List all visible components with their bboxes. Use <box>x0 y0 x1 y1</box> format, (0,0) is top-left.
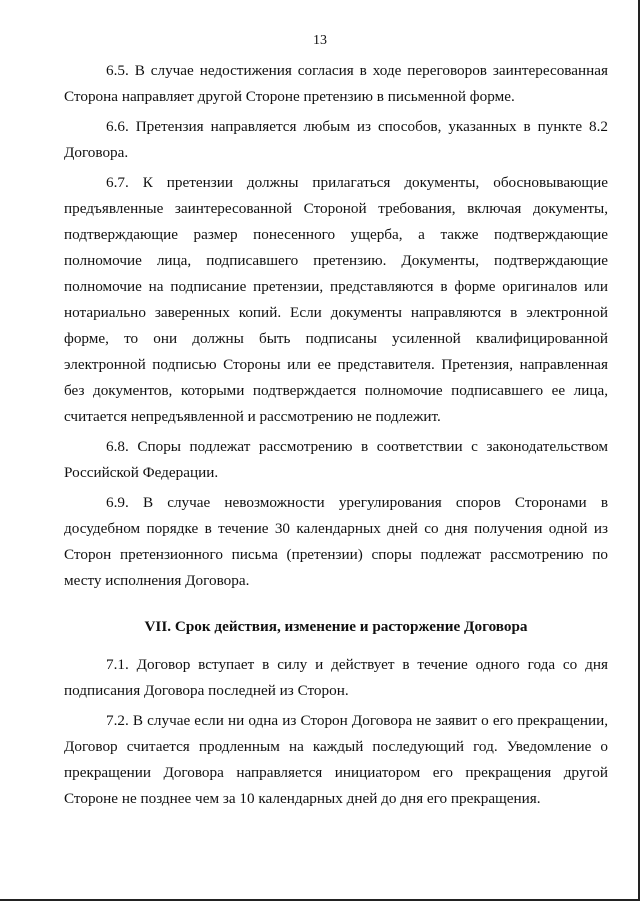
paragraph-6-9: 6.9. В случае невозможности урегулирования споров Сторонами в досудебном порядке в течение 30 календарных дней со дня получения одной из Сторон претензионного письма (претензии) споры подлежат рассмотрению по месту исполнения Договора. <box>64 494 608 589</box>
paragraph-6-7: 6.7. К претензии должны прилагаться документы, обосновывающие предъявленные заинтересованной Стороной требования, включая документы, подтверждающие размер понесенного ущерба, а также подтверждающие полномочие лица, подписавшего претензию. Документы, подтверждающие полномочие на подписание претензии, представляются в форме оригиналов или нотариально заверенных копий. Если документы направляются в электронной форме, то они должны быть подписаны усиленной квалифицированной электронной подписью Стороны или ее представителя. Претензия, направленная без документов, которыми подтверждается полномочие подписавшего ее лица, считается непредъявленной и рассмотрению не подлежит. <box>64 174 608 425</box>
paragraph-6-5: 6.5. В случае недостижения согласия в ходе переговоров заинтересованная Сторона направляет другой Стороне претензию в письменной форме. <box>64 62 608 105</box>
paragraph-7-2: 7.2. В случае если ни одна из Сторон Договора не заявит о его прекращении, Договор считается продленным на каждый последующий год. Уведомление о прекращении Договора направляется инициатором его прекращения другой Стороне не позднее чем за 10 календарных дней до дня его прекращения. <box>64 712 608 807</box>
paragraph-7-1: 7.1. Договор вступает в силу и действует в течение одного года со дня подписания Договора последней из Сторон. <box>64 656 608 699</box>
page-number: 13 <box>313 33 327 48</box>
document-body <box>64 58 608 816</box>
section-heading-vii: VII. Срок действия, изменение и расторжение Договора <box>144 618 528 635</box>
paragraph-6-8: 6.8. Споры подлежат рассмотрению в соответствии с законодательством Российской Федерации. <box>64 438 608 481</box>
paragraph-6-6: 6.6. Претензия направляется любым из способов, указанных в пункте 8.2 Договора. <box>64 118 608 161</box>
